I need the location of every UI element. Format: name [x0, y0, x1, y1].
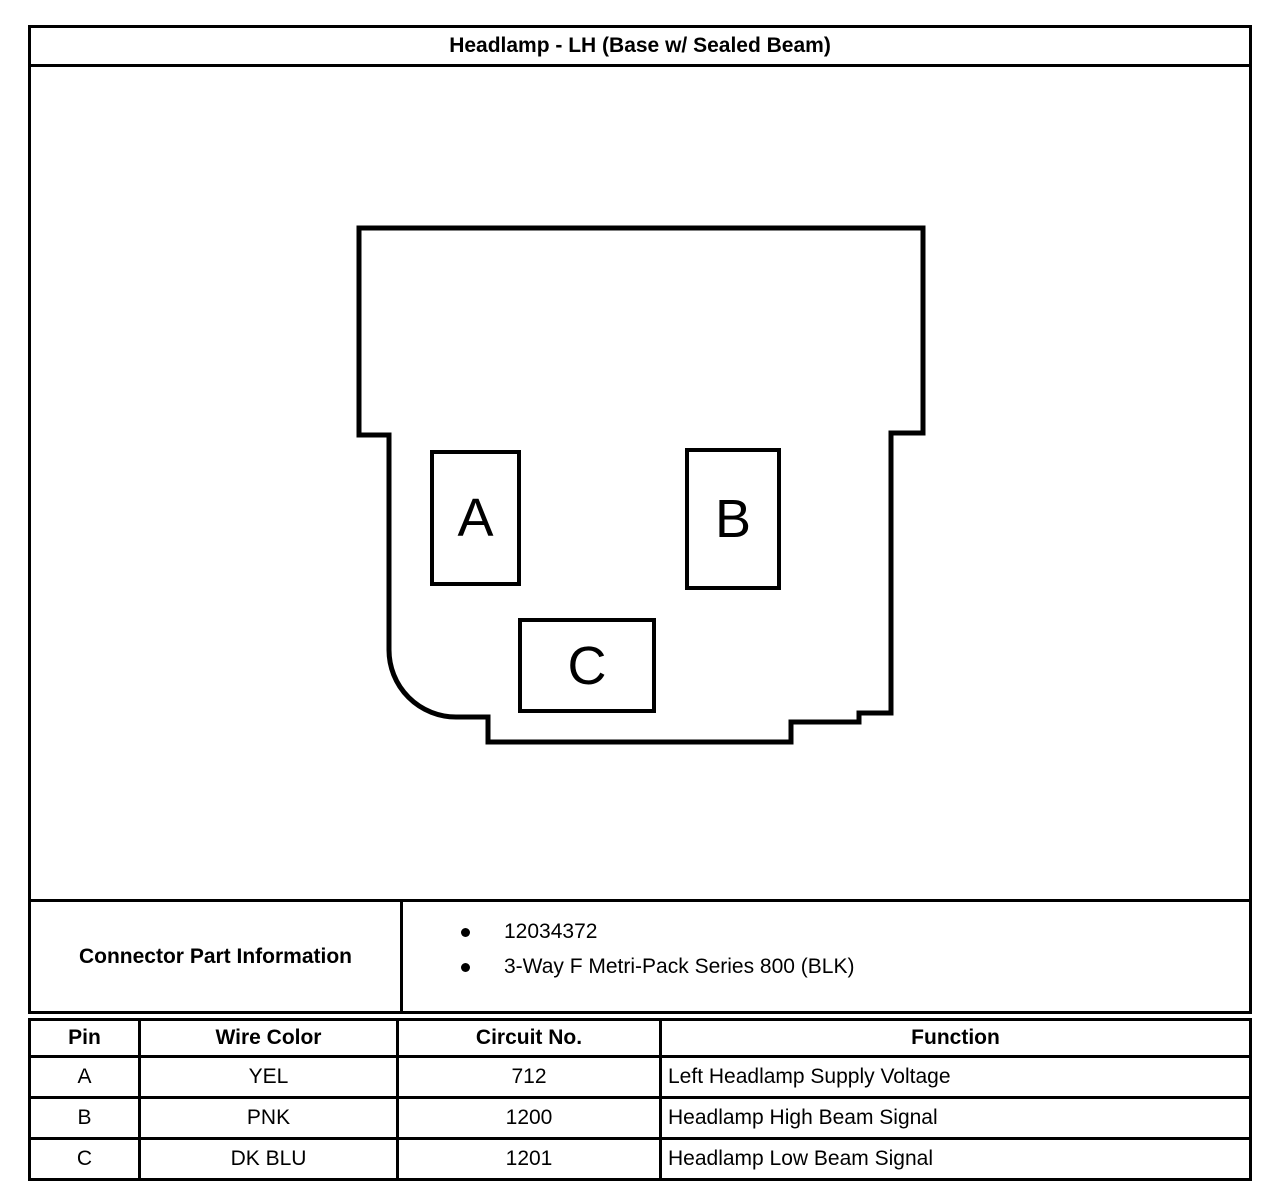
pin-label-b: B	[714, 489, 752, 549]
cell-function: Headlamp Low Beam Signal	[668, 1147, 933, 1170]
connector-outline	[31, 67, 1249, 899]
cell-pin: B	[31, 1099, 141, 1137]
title-bar	[28, 25, 1252, 67]
table-row	[31, 1140, 1249, 1178]
pin-cavity-b	[685, 448, 781, 590]
cell-circuit: 712	[399, 1058, 662, 1096]
table-row	[31, 1058, 1249, 1099]
bullet-icon	[461, 928, 470, 937]
connector-sheet	[28, 25, 1252, 1181]
list-item	[461, 918, 1249, 946]
cell-color: PNK	[141, 1099, 399, 1137]
part-info-title: Connector Part Information	[31, 902, 403, 1011]
pin-cavity-c	[518, 618, 656, 713]
column-header-function: Function	[911, 1026, 1000, 1049]
cell-function: Left Headlamp Supply Voltage	[668, 1065, 951, 1088]
cell-color: DK BLU	[141, 1140, 399, 1178]
pin-label-c: C	[567, 635, 607, 696]
cell-circuit: 1200	[399, 1099, 662, 1137]
cell-pin: A	[31, 1058, 141, 1096]
pin-label-a: A	[457, 488, 494, 548]
page-title: Headlamp - LH (Base w/ Sealed Beam)	[449, 34, 831, 57]
column-header-wire-color: Wire Color	[141, 1021, 399, 1055]
pin-table-header-row	[31, 1021, 1249, 1058]
cell-color: YEL	[141, 1058, 399, 1096]
part-info-section	[28, 899, 1252, 1014]
column-header-pin: Pin	[31, 1021, 141, 1055]
list-item	[461, 953, 1249, 981]
part-number: 12034372	[504, 920, 598, 943]
table-row	[31, 1099, 1249, 1140]
pin-table	[28, 1018, 1252, 1181]
connector-diagram	[28, 64, 1252, 902]
part-info-list	[403, 902, 1249, 1011]
cell-pin: C	[31, 1140, 141, 1178]
bullet-icon	[461, 963, 470, 972]
column-header-circuit-no: Circuit No.	[399, 1021, 662, 1055]
pin-cavity-a	[430, 450, 521, 586]
cell-function: Headlamp High Beam Signal	[668, 1106, 938, 1129]
part-description: 3-Way F Metri-Pack Series 800 (BLK)	[504, 955, 855, 978]
cell-circuit: 1201	[399, 1140, 662, 1178]
